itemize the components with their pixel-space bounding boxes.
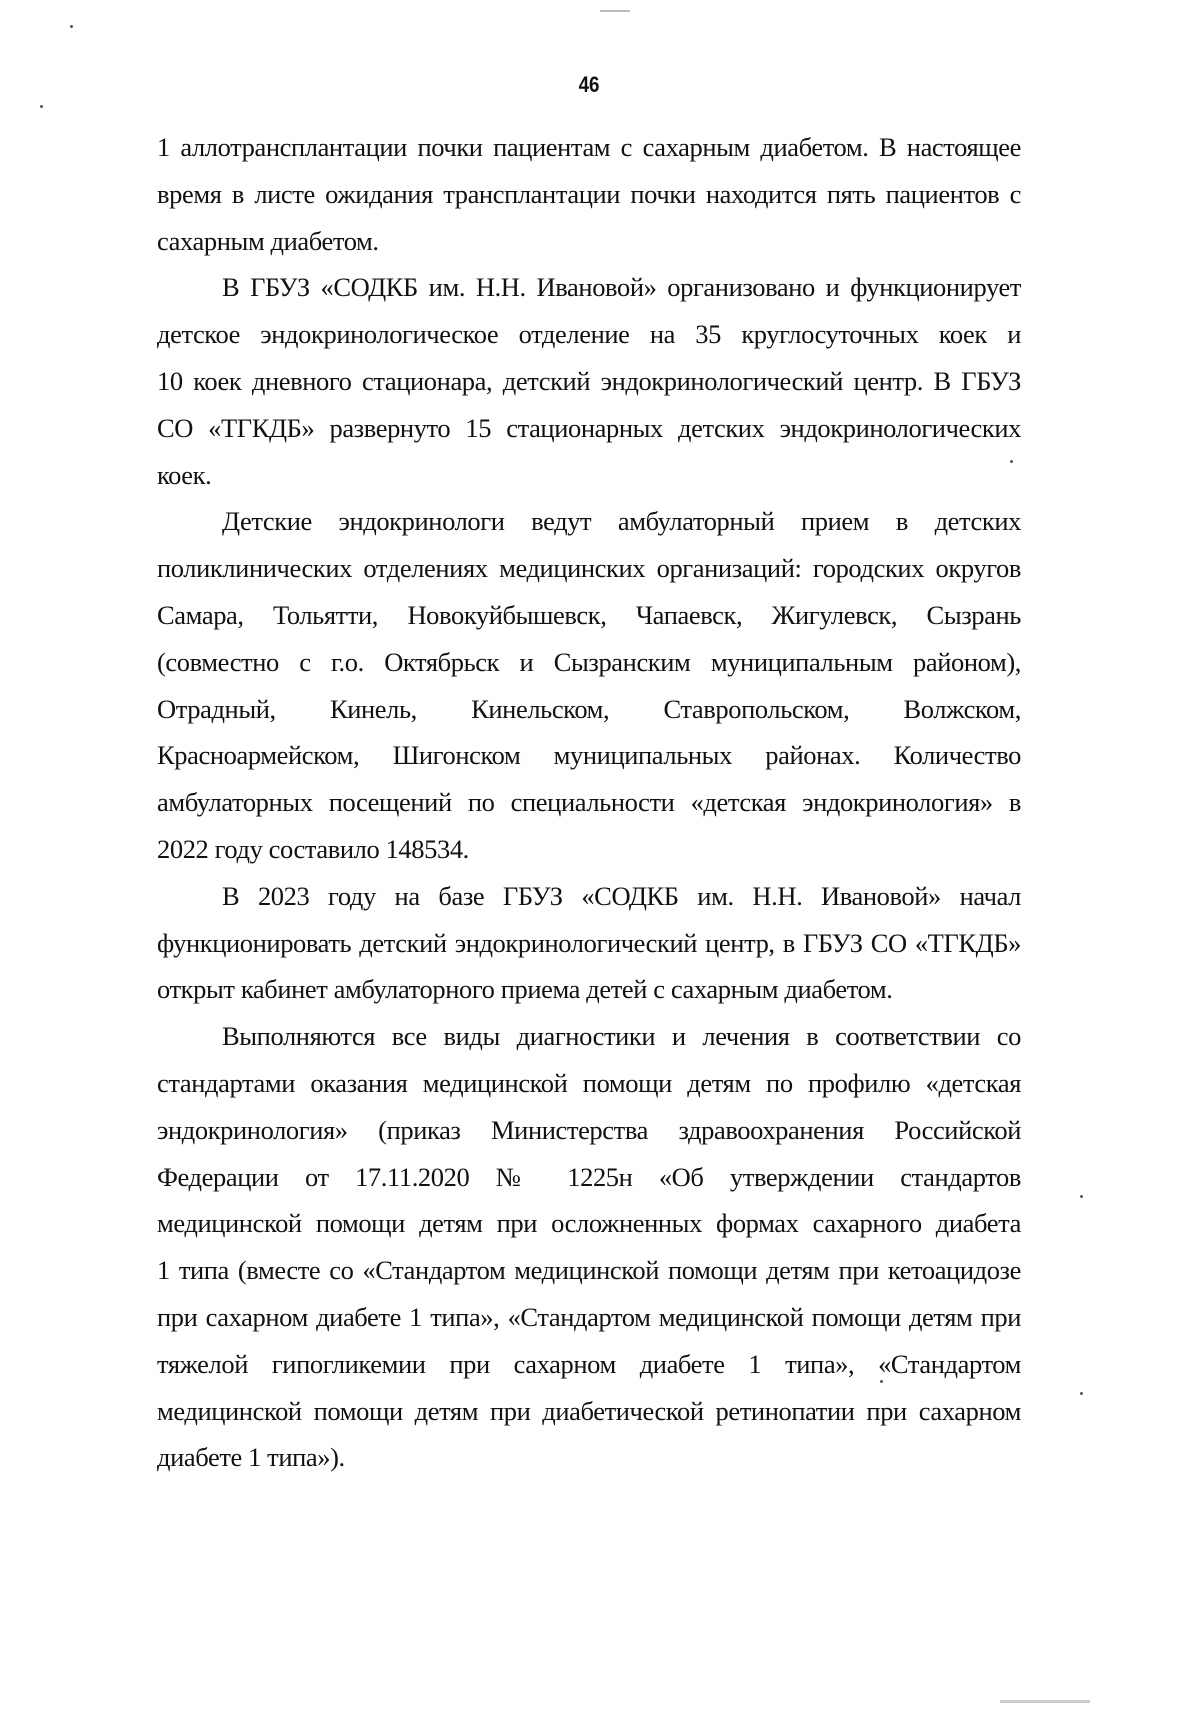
scan-speck	[40, 105, 43, 108]
paragraph	[157, 264, 1021, 498]
scan-speck	[70, 25, 73, 28]
text-line: диабете 1 типа»).	[157, 1442, 345, 1473]
text-line: время в листе ожидания трансплантации почки находится пять пациентов с	[157, 178, 1021, 209]
page-number: 46	[578, 72, 600, 97]
text-line: 2022 году составило 148534.	[157, 833, 469, 864]
text-line: стандартами оказания медицинской помощи детям по профилю «детская	[157, 1067, 1021, 1098]
scan-speck	[600, 10, 630, 12]
text-line: 1 типа (вместе со «Стандартом медицинской помощи детям при кетоацидозе	[157, 1255, 1021, 1286]
text-line: Выполняются все виды диагностики и лечения в соответствии со	[222, 1021, 1021, 1052]
body-text	[157, 124, 1021, 1481]
text-line: СО «ТГКДБ» развернуто 15 стационарных детских эндокринологических	[157, 412, 1021, 443]
text-line: тяжелой гипогликемии при сахарном диабете 1 типа», «Стандартом	[157, 1348, 1021, 1379]
paragraph	[157, 124, 1021, 264]
text-line: Отрадный, Кинель, Кинельском, Ставропольском, Волжском,	[157, 693, 1021, 724]
text-line: Федерации от 17.11.2020 № 1225н «Об утверждении стандартов	[157, 1161, 1021, 1192]
text-line: медицинской помощи детям при диабетической ретинопатии при сахарном	[157, 1395, 1021, 1426]
text-line: поликлинических отделениях медицинских организаций: городских округов	[157, 553, 1021, 584]
text-line: коек.	[157, 459, 212, 490]
paragraph	[157, 498, 1021, 872]
text-line: (совместно с г.о. Октябрьск и Сызранским муниципальным районом),	[157, 646, 1021, 677]
text-line: В ГБУЗ «СОДКБ им. Н.Н. Ивановой» организовано и функционирует	[222, 272, 1021, 303]
text-line: эндокринология» (приказ Министерства здравоохранения Российской	[157, 1114, 1021, 1145]
text-line: детское эндокринологическое отделение на 35 круглосуточных коек и	[157, 319, 1021, 350]
text-line: В 2023 году на базе ГБУЗ «СОДКБ им. Н.Н. Ивановой» начал	[222, 880, 1021, 911]
text-line: Красноармейском, Шигонском муниципальных районах. Количество	[157, 740, 1021, 771]
text-line: Самара, Тольятти, Новокуйбышевск, Чапаевск, Жигулевск, Сызрань	[157, 599, 1021, 630]
text-line: амбулаторных посещений по специальности «детская эндокринология» в	[157, 787, 1021, 818]
text-line: сахарным диабетом.	[157, 225, 379, 256]
text-line: открыт кабинет амбулаторного приема детей с сахарным диабетом.	[157, 974, 893, 1005]
scan-speck	[1080, 1195, 1083, 1198]
text-line: Детские эндокринологи ведут амбулаторный прием в детских	[222, 506, 1021, 537]
text-line: функционировать детский эндокринологический центр, в ГБУЗ СО «ТГКДБ»	[157, 927, 1021, 958]
text-line: 10 коек дневного стационара, детский эндокринологический центр. В ГБУЗ	[157, 365, 1021, 396]
text-line: при сахарном диабете 1 типа», «Стандартом медицинской помощи детям при	[157, 1301, 1021, 1332]
scan-speck	[1080, 1392, 1083, 1395]
scan-speck	[1000, 1700, 1090, 1703]
paragraph	[157, 873, 1021, 1013]
paragraph	[157, 1013, 1021, 1481]
text-line: 1 аллотрансплантации почки пациентам с сахарным диабетом. В настоящее	[157, 132, 1021, 162]
text-line: медицинской помощи детям при осложненных формах сахарного диабета	[157, 1208, 1021, 1239]
